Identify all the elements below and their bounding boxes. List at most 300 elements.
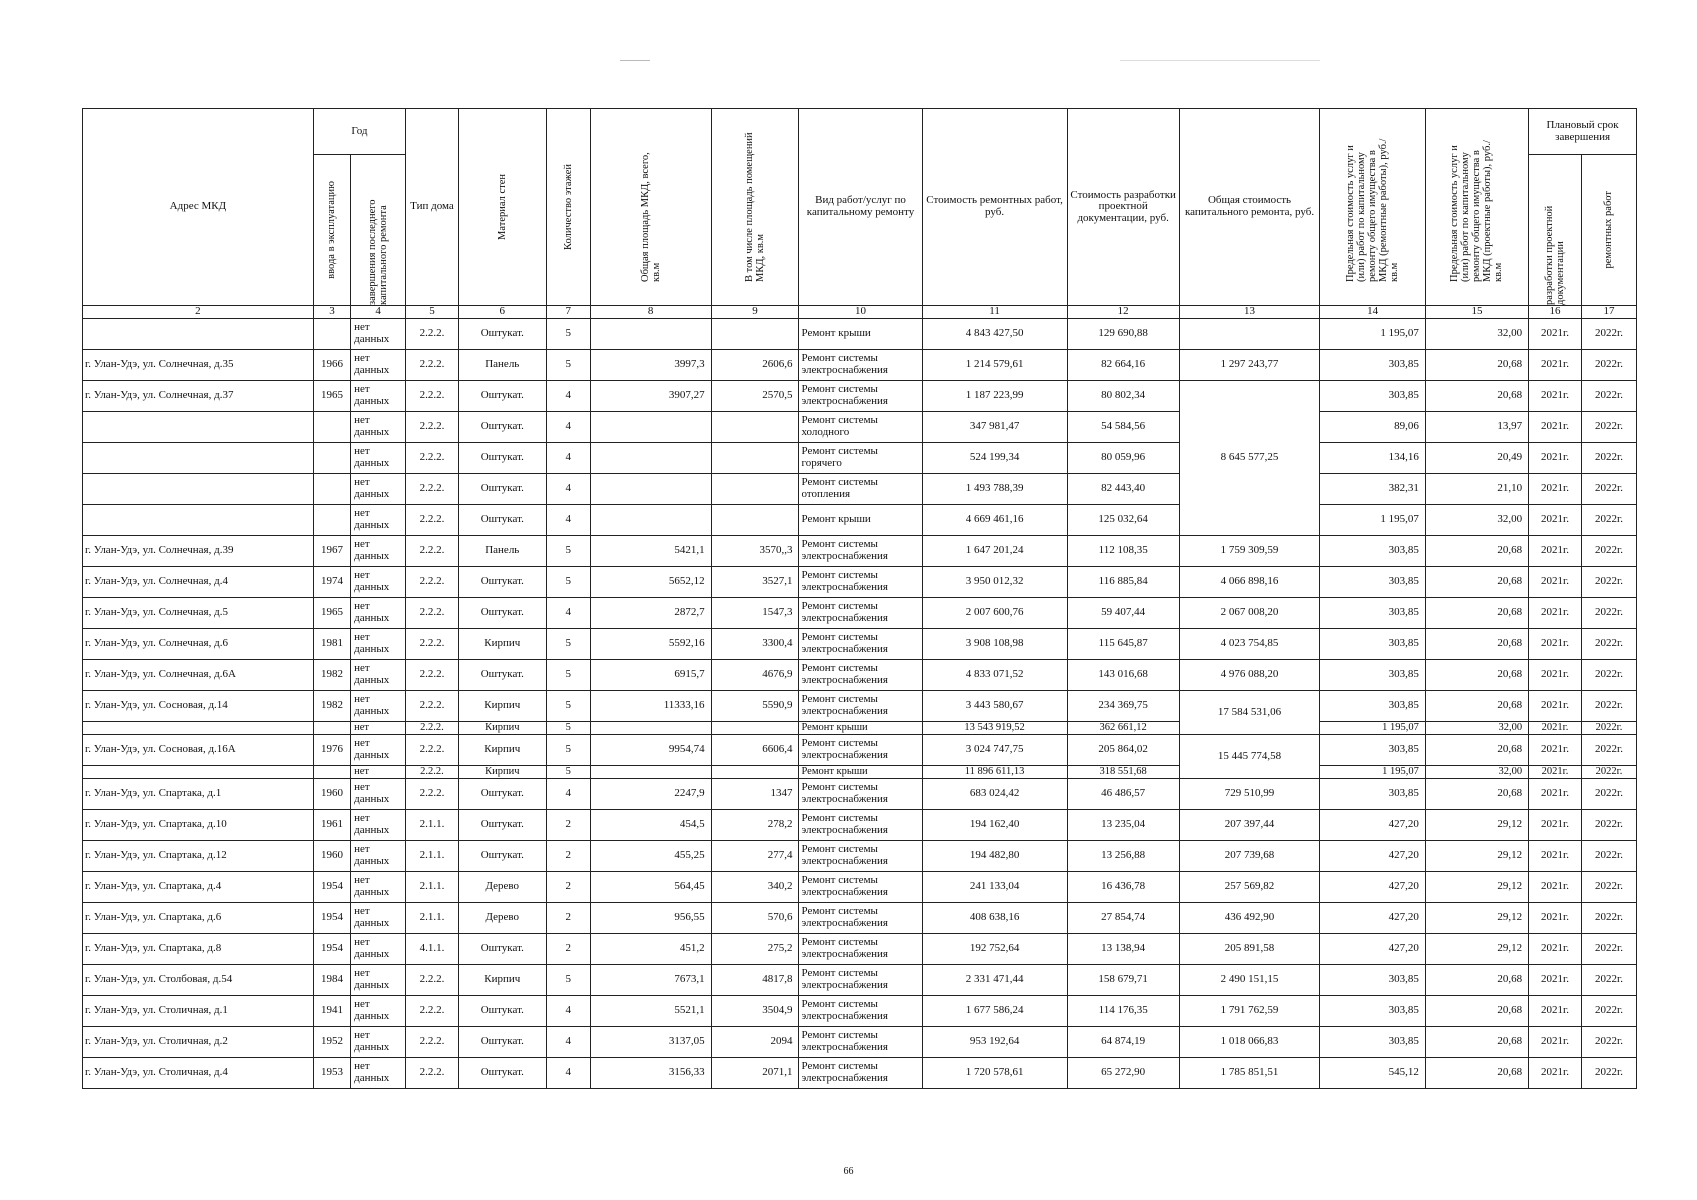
planned-repair-cell: 2022г. [1581, 412, 1636, 443]
wall-material-cell: Оштукат. [458, 474, 546, 505]
house-type-cell: 2.2.2. [406, 766, 459, 779]
planned-design-cell: 2021г. [1529, 872, 1582, 903]
limit-design-cell: 20,68 [1425, 660, 1528, 691]
floors-cell: 4 [546, 779, 590, 810]
year-last-repair-cell: нет данных [351, 810, 406, 841]
work-type-cell: Ремонт системы отопления [799, 474, 922, 505]
header-house-type: Тип дома [406, 109, 459, 306]
limit-design-cell: 29,12 [1425, 903, 1528, 934]
design-cost-cell: 64 874,19 [1067, 1027, 1179, 1058]
address-cell [83, 319, 314, 350]
design-cost-cell: 158 679,71 [1067, 965, 1179, 996]
total-cost-cell: 729 510,99 [1179, 779, 1320, 810]
planned-repair-cell: 2022г. [1581, 350, 1636, 381]
limit-design-cell: 20,68 [1425, 1027, 1528, 1058]
year-last-repair-cell: нет данных [351, 691, 406, 722]
planned-repair-cell: 2022г. [1581, 536, 1636, 567]
planned-design-cell: 2021г. [1529, 598, 1582, 629]
year-last-repair-cell: нет данных [351, 660, 406, 691]
floors-cell: 5 [546, 567, 590, 598]
total-cost-cell: 2 067 008,20 [1179, 598, 1320, 629]
year-commission-cell [313, 766, 350, 779]
total-area-cell: 3137,05 [590, 1027, 711, 1058]
limit-repair-cell: 303,85 [1320, 691, 1426, 722]
total-area-cell: 6915,7 [590, 660, 711, 691]
planned-design-cell: 2021г. [1529, 722, 1582, 735]
limit-design-cell: 20,68 [1425, 350, 1528, 381]
header-premises-area: В том числе площадь помещений МКД, кв.м [711, 109, 799, 306]
address-cell [83, 474, 314, 505]
year-last-repair-cell: нет данных [351, 965, 406, 996]
limit-repair-cell: 303,85 [1320, 598, 1426, 629]
limit-repair-cell: 303,85 [1320, 779, 1426, 810]
premises-area-cell: 570,6 [711, 903, 799, 934]
wall-material-cell: Оштукат. [458, 934, 546, 965]
year-last-repair-cell: нет данных [351, 381, 406, 412]
year-commission-cell: 1960 [313, 841, 350, 872]
total-area-cell: 9954,74 [590, 735, 711, 766]
work-type-cell: Ремонт системы электроснабжения [799, 567, 922, 598]
total-cost-cell: 205 891,58 [1179, 934, 1320, 965]
year-commission-cell: 1960 [313, 779, 350, 810]
table-row [83, 965, 1637, 996]
total-area-cell: 5521,1 [590, 996, 711, 1027]
work-type-cell: Ремонт системы электроснабжения [799, 810, 922, 841]
floors-cell: 5 [546, 536, 590, 567]
year-commission-cell: 1961 [313, 810, 350, 841]
work-type-cell: Ремонт системы электроснабжения [799, 996, 922, 1027]
design-cost-cell: 143 016,68 [1067, 660, 1179, 691]
design-cost-cell: 115 645,87 [1067, 629, 1179, 660]
planned-repair-cell: 2022г. [1581, 965, 1636, 996]
house-type-cell: 2.2.2. [406, 350, 459, 381]
total-cost-cell: 207 739,68 [1179, 841, 1320, 872]
floors-cell: 4 [546, 381, 590, 412]
limit-design-cell: 20,68 [1425, 779, 1528, 810]
limit-repair-cell: 134,16 [1320, 443, 1426, 474]
repair-cost-cell: 3 024 747,75 [922, 735, 1067, 766]
design-cost-cell: 125 032,64 [1067, 505, 1179, 536]
limit-design-cell: 20,68 [1425, 965, 1528, 996]
total-area-cell: 3156,33 [590, 1058, 711, 1089]
design-cost-cell: 234 369,75 [1067, 691, 1179, 722]
limit-repair-cell: 1 195,07 [1320, 722, 1426, 735]
limit-design-cell: 32,00 [1425, 505, 1528, 536]
column-number: 15 [1425, 306, 1528, 319]
year-commission-cell: 1974 [313, 567, 350, 598]
header-planned-repair: ремонтных работ [1581, 155, 1636, 306]
repair-cost-cell: 13 543 919,52 [922, 722, 1067, 735]
planned-design-cell: 2021г. [1529, 735, 1582, 766]
limit-design-cell: 20,68 [1425, 735, 1528, 766]
year-last-repair-cell: нет данных [351, 474, 406, 505]
repair-cost-cell: 194 482,80 [922, 841, 1067, 872]
table-row [83, 841, 1637, 872]
total-cost-cell: 207 397,44 [1179, 810, 1320, 841]
repair-cost-cell: 408 638,16 [922, 903, 1067, 934]
limit-repair-cell: 382,31 [1320, 474, 1426, 505]
table-row [83, 934, 1637, 965]
year-last-repair-cell: нет данных [351, 536, 406, 567]
planned-design-cell: 2021г. [1529, 766, 1582, 779]
limit-repair-cell: 303,85 [1320, 350, 1426, 381]
wall-material-cell: Дерево [458, 903, 546, 934]
limit-design-cell: 29,12 [1425, 841, 1528, 872]
total-cost-cell: 8 645 577,25 [1179, 381, 1320, 536]
work-type-cell: Ремонт системы электроснабжения [799, 350, 922, 381]
column-number: 13 [1179, 306, 1320, 319]
work-type-cell: Ремонт системы электроснабжения [799, 735, 922, 766]
total-area-cell: 451,2 [590, 934, 711, 965]
premises-area-cell: 278,2 [711, 810, 799, 841]
total-area-cell: 2247,9 [590, 779, 711, 810]
floors-cell: 4 [546, 412, 590, 443]
column-number-row [83, 306, 1637, 319]
work-type-cell: Ремонт крыши [799, 766, 922, 779]
year-last-repair-cell: нет данных [351, 903, 406, 934]
table-row [83, 474, 1637, 505]
year-commission-cell: 1981 [313, 629, 350, 660]
planned-design-cell: 2021г. [1529, 691, 1582, 722]
repair-cost-cell: 3 908 108,98 [922, 629, 1067, 660]
limit-repair-cell: 545,12 [1320, 1058, 1426, 1089]
column-number: 11 [922, 306, 1067, 319]
floors-cell: 2 [546, 841, 590, 872]
design-cost-cell: 318 551,68 [1067, 766, 1179, 779]
planned-repair-cell: 2022г. [1581, 505, 1636, 536]
limit-repair-cell: 427,20 [1320, 841, 1426, 872]
house-type-cell: 2.2.2. [406, 660, 459, 691]
total-area-cell: 956,55 [590, 903, 711, 934]
design-cost-cell: 129 690,88 [1067, 319, 1179, 350]
address-cell: г. Улан-Удэ, ул. Солнечная, д.37 [83, 381, 314, 412]
column-number: 6 [458, 306, 546, 319]
premises-area-cell: 1347 [711, 779, 799, 810]
limit-repair-cell: 303,85 [1320, 660, 1426, 691]
table-row [83, 629, 1637, 660]
planned-design-cell: 2021г. [1529, 1058, 1582, 1089]
repair-cost-cell: 1 720 578,61 [922, 1058, 1067, 1089]
table-row [83, 412, 1637, 443]
limit-repair-cell: 1 195,07 [1320, 505, 1426, 536]
floors-cell: 4 [546, 598, 590, 629]
premises-area-cell [711, 412, 799, 443]
address-cell: г. Улан-Удэ, ул. Столичная, д.4 [83, 1058, 314, 1089]
floors-cell: 4 [546, 1058, 590, 1089]
house-type-cell: 2.2.2. [406, 629, 459, 660]
work-type-cell: Ремонт системы электроснабжения [799, 1058, 922, 1089]
limit-design-cell: 32,00 [1425, 319, 1528, 350]
premises-area-cell: 5590,9 [711, 691, 799, 722]
planned-repair-cell: 2022г. [1581, 474, 1636, 505]
table-row [83, 319, 1637, 350]
address-cell [83, 505, 314, 536]
floors-cell: 4 [546, 1027, 590, 1058]
total-area-cell [590, 722, 711, 735]
limit-repair-cell: 303,85 [1320, 629, 1426, 660]
year-commission-cell [313, 319, 350, 350]
house-type-cell: 2.2.2. [406, 996, 459, 1027]
wall-material-cell: Кирпич [458, 766, 546, 779]
work-type-cell: Ремонт системы электроснабжения [799, 1027, 922, 1058]
planned-repair-cell: 2022г. [1581, 1027, 1636, 1058]
work-type-cell: Ремонт системы электроснабжения [799, 903, 922, 934]
wall-material-cell: Кирпич [458, 691, 546, 722]
planned-repair-cell: 2022г. [1581, 735, 1636, 766]
house-type-cell: 2.2.2. [406, 735, 459, 766]
year-commission-cell [313, 412, 350, 443]
year-commission-cell: 1941 [313, 996, 350, 1027]
capital-repair-table [82, 108, 1637, 1089]
planned-design-cell: 2021г. [1529, 319, 1582, 350]
page-number: 66 [843, 1166, 854, 1177]
table-row [83, 1058, 1637, 1089]
design-cost-cell: 13 235,04 [1067, 810, 1179, 841]
year-commission-cell: 1954 [313, 903, 350, 934]
table-row [83, 381, 1637, 412]
total-cost-cell [1179, 319, 1320, 350]
work-type-cell: Ремонт системы электроснабжения [799, 841, 922, 872]
column-number: 10 [799, 306, 922, 319]
limit-design-cell: 20,68 [1425, 567, 1528, 598]
table-row [83, 691, 1637, 722]
floors-cell: 5 [546, 766, 590, 779]
table-row [83, 598, 1637, 629]
design-cost-cell: 114 176,35 [1067, 996, 1179, 1027]
premises-area-cell [711, 505, 799, 536]
limit-repair-cell: 303,85 [1320, 735, 1426, 766]
premises-area-cell: 2071,1 [711, 1058, 799, 1089]
year-commission-cell: 1952 [313, 1027, 350, 1058]
premises-area-cell: 3504,9 [711, 996, 799, 1027]
year-commission-cell: 1965 [313, 598, 350, 629]
wall-material-cell: Оштукат. [458, 841, 546, 872]
column-number: 7 [546, 306, 590, 319]
floors-cell: 5 [546, 722, 590, 735]
wall-material-cell: Оштукат. [458, 996, 546, 1027]
address-cell: г. Улан-Удэ, ул. Солнечная, д.39 [83, 536, 314, 567]
year-last-repair-cell: нет данных [351, 735, 406, 766]
limit-repair-cell: 303,85 [1320, 1027, 1426, 1058]
table-row [83, 722, 1637, 735]
address-cell: г. Улан-Удэ, ул. Спартака, д.1 [83, 779, 314, 810]
total-area-cell [590, 319, 711, 350]
floors-cell: 5 [546, 735, 590, 766]
year-commission-cell: 1954 [313, 872, 350, 903]
address-cell: г. Улан-Удэ, ул. Сосновая, д.16А [83, 735, 314, 766]
total-area-cell [590, 474, 711, 505]
house-type-cell: 2.2.2. [406, 536, 459, 567]
address-cell: г. Улан-Удэ, ул. Солнечная, д.6А [83, 660, 314, 691]
limit-design-cell: 20,68 [1425, 691, 1528, 722]
floors-cell: 5 [546, 691, 590, 722]
planned-design-cell: 2021г. [1529, 779, 1582, 810]
year-commission-cell: 1953 [313, 1058, 350, 1089]
floors-cell: 2 [546, 934, 590, 965]
design-cost-cell: 112 108,35 [1067, 536, 1179, 567]
total-cost-cell: 17 584 531,06 [1179, 691, 1320, 735]
limit-repair-cell: 303,85 [1320, 536, 1426, 567]
total-cost-cell: 1 759 309,59 [1179, 536, 1320, 567]
year-commission-cell: 1976 [313, 735, 350, 766]
work-type-cell: Ремонт системы электроснабжения [799, 965, 922, 996]
premises-area-cell [711, 722, 799, 735]
header-floors: Количество этажей [546, 109, 590, 306]
limit-design-cell: 32,00 [1425, 766, 1528, 779]
work-type-cell: Ремонт системы электроснабжения [799, 660, 922, 691]
column-number: 17 [1581, 306, 1636, 319]
repair-cost-cell: 194 162,40 [922, 810, 1067, 841]
header-work-type: Вид работ/услуг по капитальному ремонту [799, 109, 922, 306]
scan-speck [1120, 60, 1320, 61]
design-cost-cell: 65 272,90 [1067, 1058, 1179, 1089]
work-type-cell: Ремонт системы электроснабжения [799, 629, 922, 660]
wall-material-cell: Оштукат. [458, 505, 546, 536]
total-cost-cell: 2 490 151,15 [1179, 965, 1320, 996]
house-type-cell: 2.2.2. [406, 1058, 459, 1089]
limit-design-cell: 20,68 [1425, 629, 1528, 660]
planned-design-cell: 2021г. [1529, 381, 1582, 412]
year-commission-cell [313, 505, 350, 536]
premises-area-cell: 4817,8 [711, 965, 799, 996]
table-body [83, 319, 1637, 1089]
wall-material-cell: Кирпич [458, 629, 546, 660]
premises-area-cell: 4676,9 [711, 660, 799, 691]
table-row [83, 567, 1637, 598]
table-row [83, 903, 1637, 934]
house-type-cell: 2.2.2. [406, 965, 459, 996]
work-type-cell: Ремонт системы электроснабжения [799, 872, 922, 903]
year-commission-cell [313, 474, 350, 505]
year-last-repair-cell: нет данных [351, 872, 406, 903]
work-type-cell: Ремонт крыши [799, 319, 922, 350]
header-planned-design: разработки проектной документации [1529, 155, 1582, 306]
year-commission-cell: 1982 [313, 660, 350, 691]
planned-design-cell: 2021г. [1529, 350, 1582, 381]
wall-material-cell: Оштукат. [458, 412, 546, 443]
limit-repair-cell: 303,85 [1320, 965, 1426, 996]
scan-speck [620, 60, 650, 61]
address-cell: г. Улан-Удэ, ул. Столбовая, д.54 [83, 965, 314, 996]
total-cost-cell: 1 297 243,77 [1179, 350, 1320, 381]
repair-cost-cell: 1 214 579,61 [922, 350, 1067, 381]
total-area-cell: 7673,1 [590, 965, 711, 996]
planned-design-cell: 2021г. [1529, 660, 1582, 691]
wall-material-cell: Кирпич [458, 735, 546, 766]
planned-design-cell: 2021г. [1529, 443, 1582, 474]
table-row [83, 996, 1637, 1027]
limit-design-cell: 20,68 [1425, 536, 1528, 567]
planned-design-cell: 2021г. [1529, 965, 1582, 996]
house-type-cell: 4.1.1. [406, 934, 459, 965]
total-area-cell: 3907,27 [590, 381, 711, 412]
year-last-repair-cell: нет данных [351, 841, 406, 872]
premises-area-cell [711, 319, 799, 350]
planned-repair-cell: 2022г. [1581, 629, 1636, 660]
premises-area-cell [711, 766, 799, 779]
limit-design-cell: 29,12 [1425, 872, 1528, 903]
total-area-cell: 3997,3 [590, 350, 711, 381]
limit-repair-cell: 427,20 [1320, 934, 1426, 965]
header-limit-design: Предельная стоимость услуг и (или) работ по капитальному ремонту общего имущества в МКД (проектные работы), руб./кв.м [1425, 109, 1528, 306]
year-commission-cell [313, 443, 350, 474]
premises-area-cell [711, 443, 799, 474]
house-type-cell: 2.2.2. [406, 779, 459, 810]
floors-cell: 2 [546, 903, 590, 934]
planned-repair-cell: 2022г. [1581, 567, 1636, 598]
address-cell: г. Улан-Удэ, ул. Спартака, д.8 [83, 934, 314, 965]
address-cell: г. Улан-Удэ, ул. Сосновая, д.14 [83, 691, 314, 722]
limit-design-cell: 20,49 [1425, 443, 1528, 474]
limit-repair-cell: 303,85 [1320, 996, 1426, 1027]
planned-design-cell: 2021г. [1529, 1027, 1582, 1058]
limit-repair-cell: 303,85 [1320, 381, 1426, 412]
design-cost-cell: 46 486,57 [1067, 779, 1179, 810]
year-last-repair-cell: нет данных [351, 412, 406, 443]
total-cost-cell: 4 023 754,85 [1179, 629, 1320, 660]
design-cost-cell: 82 664,16 [1067, 350, 1179, 381]
year-last-repair-cell: нет данных [351, 996, 406, 1027]
planned-design-cell: 2021г. [1529, 412, 1582, 443]
floors-cell: 4 [546, 505, 590, 536]
limit-repair-cell: 1 195,07 [1320, 766, 1426, 779]
floors-cell: 5 [546, 660, 590, 691]
planned-repair-cell: 2022г. [1581, 1058, 1636, 1089]
repair-cost-cell: 3 950 012,32 [922, 567, 1067, 598]
work-type-cell: Ремонт системы горячего [799, 443, 922, 474]
wall-material-cell: Оштукат. [458, 381, 546, 412]
column-number: 8 [590, 306, 711, 319]
table-row [83, 443, 1637, 474]
planned-repair-cell: 2022г. [1581, 319, 1636, 350]
limit-repair-cell: 1 195,07 [1320, 319, 1426, 350]
year-last-repair-cell: нет данных [351, 319, 406, 350]
address-cell [83, 412, 314, 443]
repair-cost-cell: 1 677 586,24 [922, 996, 1067, 1027]
total-cost-cell: 15 445 774,58 [1179, 735, 1320, 779]
wall-material-cell: Оштукат. [458, 443, 546, 474]
house-type-cell: 2.2.2. [406, 412, 459, 443]
column-number: 9 [711, 306, 799, 319]
premises-area-cell: 1547,3 [711, 598, 799, 629]
wall-material-cell: Кирпич [458, 722, 546, 735]
year-last-repair-cell: нет данных [351, 934, 406, 965]
premises-area-cell: 277,4 [711, 841, 799, 872]
limit-design-cell: 20,68 [1425, 381, 1528, 412]
premises-area-cell: 275,2 [711, 934, 799, 965]
repair-cost-cell: 1 647 201,24 [922, 536, 1067, 567]
house-type-cell: 2.1.1. [406, 903, 459, 934]
header-total-area: Общая площадь МКД, всего, кв.м [590, 109, 711, 306]
table-row [83, 766, 1637, 779]
house-type-cell: 2.2.2. [406, 505, 459, 536]
floors-cell: 4 [546, 443, 590, 474]
year-last-repair-cell: нет данных [351, 779, 406, 810]
wall-material-cell: Оштукат. [458, 810, 546, 841]
planned-repair-cell: 2022г. [1581, 810, 1636, 841]
design-cost-cell: 27 854,74 [1067, 903, 1179, 934]
planned-repair-cell: 2022г. [1581, 722, 1636, 735]
house-type-cell: 2.2.2. [406, 319, 459, 350]
design-cost-cell: 80 059,96 [1067, 443, 1179, 474]
wall-material-cell: Панель [458, 350, 546, 381]
premises-area-cell: 6606,4 [711, 735, 799, 766]
repair-cost-cell: 192 752,64 [922, 934, 1067, 965]
planned-design-cell: 2021г. [1529, 841, 1582, 872]
year-last-repair-cell: нет данных [351, 1058, 406, 1089]
table-row [83, 660, 1637, 691]
total-area-cell [590, 766, 711, 779]
